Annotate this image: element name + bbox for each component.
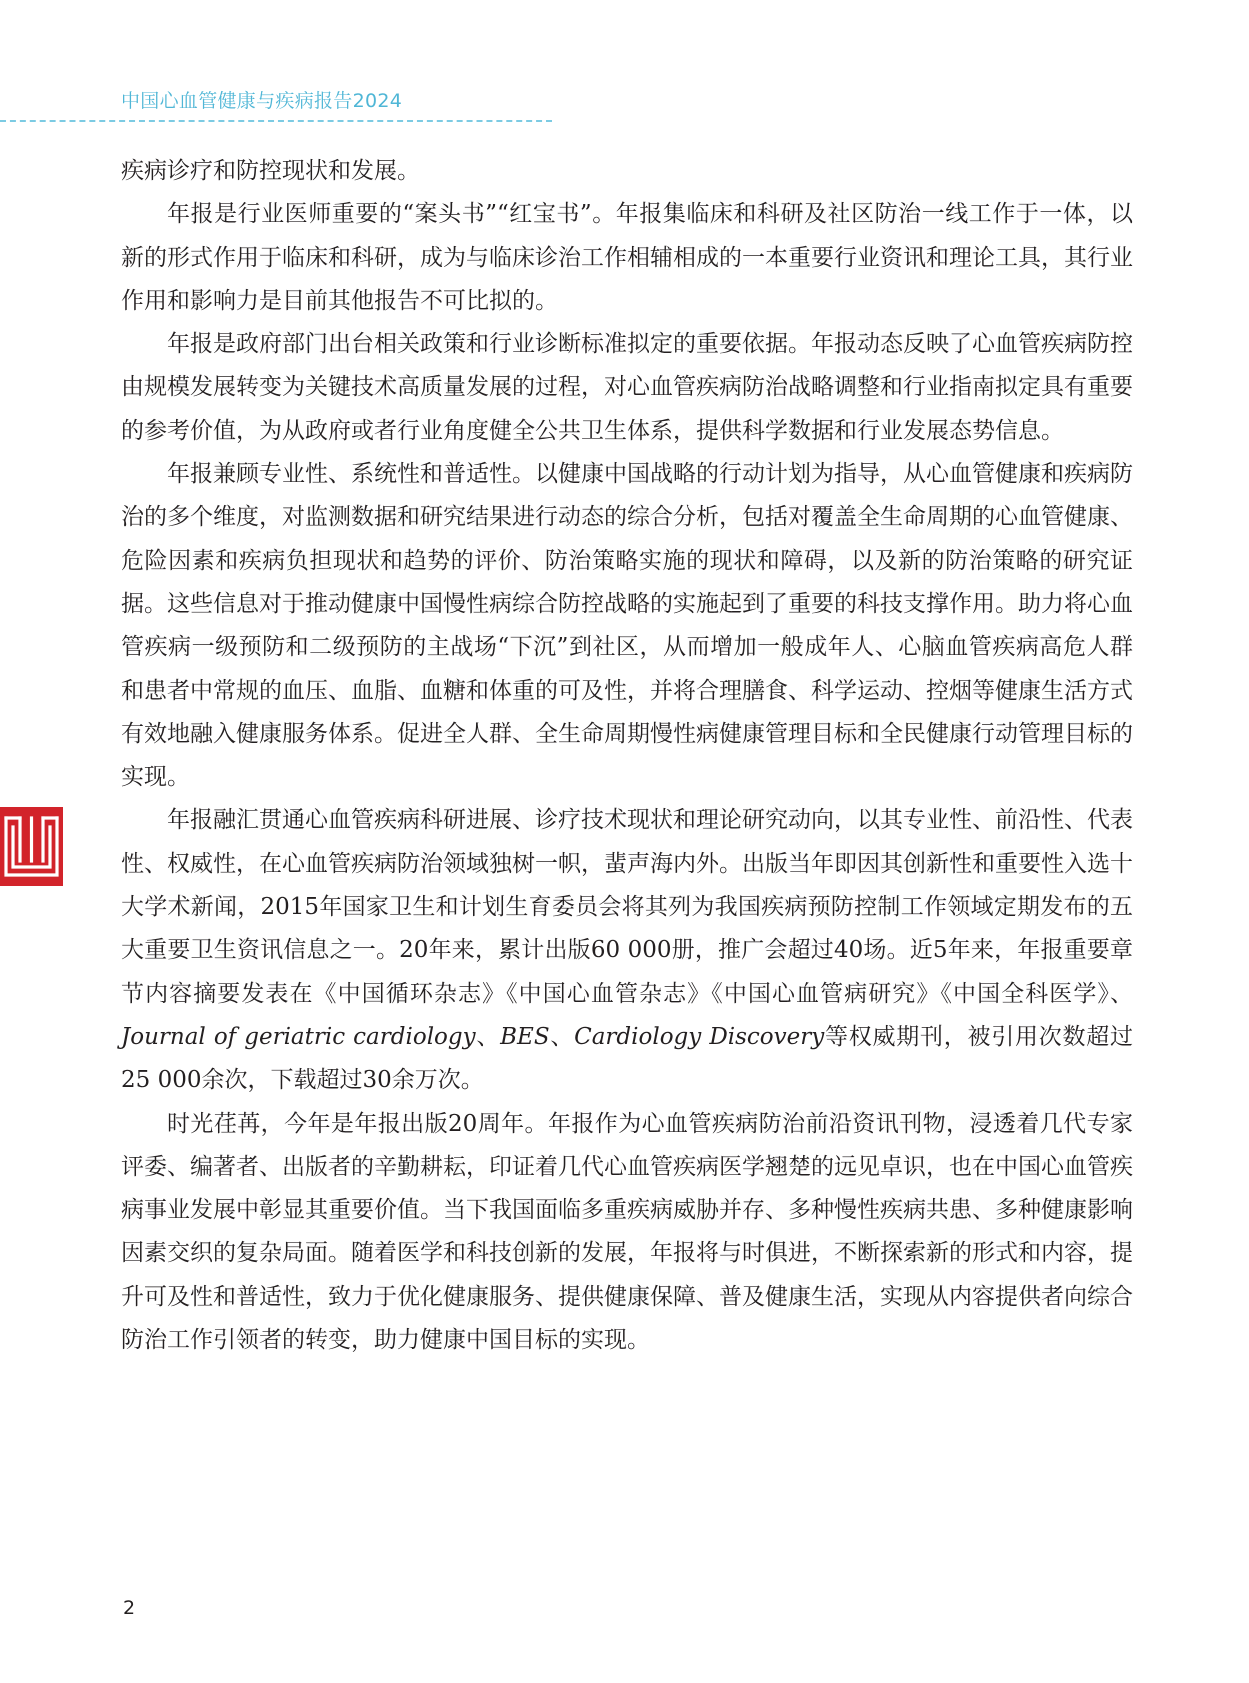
paragraph-twentieth-anniversary: 时光荏苒，今年是年报出版20周年。年报作为心血管疾病防治前沿资讯刊物，浸透着几代专家评委、编著者、出版者的辛勤耕耘，印证着几代心血管疾病医学翘楚的远见卓识，也在中国心血管疾病事业发展中彰显其重要价值。当下我国面临多重疾病威胁并存、多种慢性疾病共患、多种健康影响因素交织的复杂局面。随着医学和科技创新的发展，年报将与时俱进，不断探索新的形式和内容，提升可及性和普适性，致力于优化健康服务、提供健康保障、普及健康生活，实现从内容提供者向综合防治工作引领者的转变，助力健康中国目标的实现。 [121, 1110, 1133, 1354]
separator: 、 [475, 1023, 501, 1050]
red-seal-logo-icon [0, 807, 63, 886]
running-header-title: 中国心血管健康与疾病报告2024 [121, 90, 403, 112]
journal-bes: BES [500, 1023, 550, 1050]
paragraph-professionalism: 年报兼顾专业性、系统性和普适性。以健康中国战略的行动计划为指导，从心血管健康和疾病防治的多个维度，对监测数据和研究结果进行动态的综合分析，包括对覆盖全生命周期的心血管健康、危险因素和疾病负担现状和趋势的评价、防治策略实施的现状和障碍，以及新的防治策略的研究证据。这些信息对于推动健康中国慢性病综合防控战略的实施起到了重要的科技支撑作用。助力将心血管疾病一级预防和二级预防的主战场“下沉”到社区，从而增加一般成年人、心脑血管疾病高危人群和患者中常规的血压、血脂、血糖和体重的可及性，并将合理膳食、科学运动、控烟等健康生活方式有效地融入健康服务体系。促进全人群、全生命周期慢性病健康管理目标和全民健康行动管理目标的实现。 [121, 461, 1133, 791]
paragraph-influence [121, 799, 1133, 1102]
page-number: 2 [123, 1597, 136, 1619]
paragraph-influence-text-1: 年报融汇贯通心血管疾病科研进展、诊疗技术现状和理论研究动向，以其专业性、前沿性、代表性、权威性，在心血管疾病防治领域独树一帜，蜚声海内外。出版当年即因其创新性和重要性入选十大学术新闻，2015年国家卫生和计划生育委员会将其列为我国疾病预防控制工作领域定期发布的五大重要卫生资讯信息之一。20年来，累计出版60 000册，推广会超过40场。近5年来，年报重要章节内容摘要发表在《中国循环杂志》《中国心血管杂志》《中国心血管病研究》《中国全科医学》、 [121, 807, 1133, 1007]
journal-cardiology-discovery: Cardiology Discovery [574, 1023, 825, 1050]
paragraph-continuation: 疾病诊疗和防控现状和发展。 [121, 158, 420, 184]
body-text [121, 150, 1133, 1362]
journal-geriatric-cardiology: Journal of geriatric cardiology [121, 1023, 476, 1050]
paragraph-reference-book: 年报是行业医师重要的“案头书”“红宝书”。年报集临床和科研及社区防治一线工作于一体，以新的形式作用于临床和科研，成为与临床诊治工作相辅相成的一本重要行业资讯和理论工具，其行业作用和影响力是目前其他报告不可比拟的。 [121, 201, 1133, 314]
separator: 、 [549, 1023, 575, 1050]
header-dashed-rule [0, 120, 552, 122]
paragraph-influence-text-2: 等权威期刊，被引用次数超过25 000余次，下载超过30余万次。 [121, 1023, 1134, 1094]
paragraph-policy-basis: 年报是政府部门出台相关政策和行业诊断标准拟定的重要依据。年报动态反映了心血管疾病防控由规模发展转变为关键技术高质量发展的过程，对心血管疾病防治战略调整和行业指南拟定具有重要的参考价值，为从政府或者行业角度健全公共卫生体系，提供科学数据和行业发展态势信息。 [121, 331, 1133, 444]
